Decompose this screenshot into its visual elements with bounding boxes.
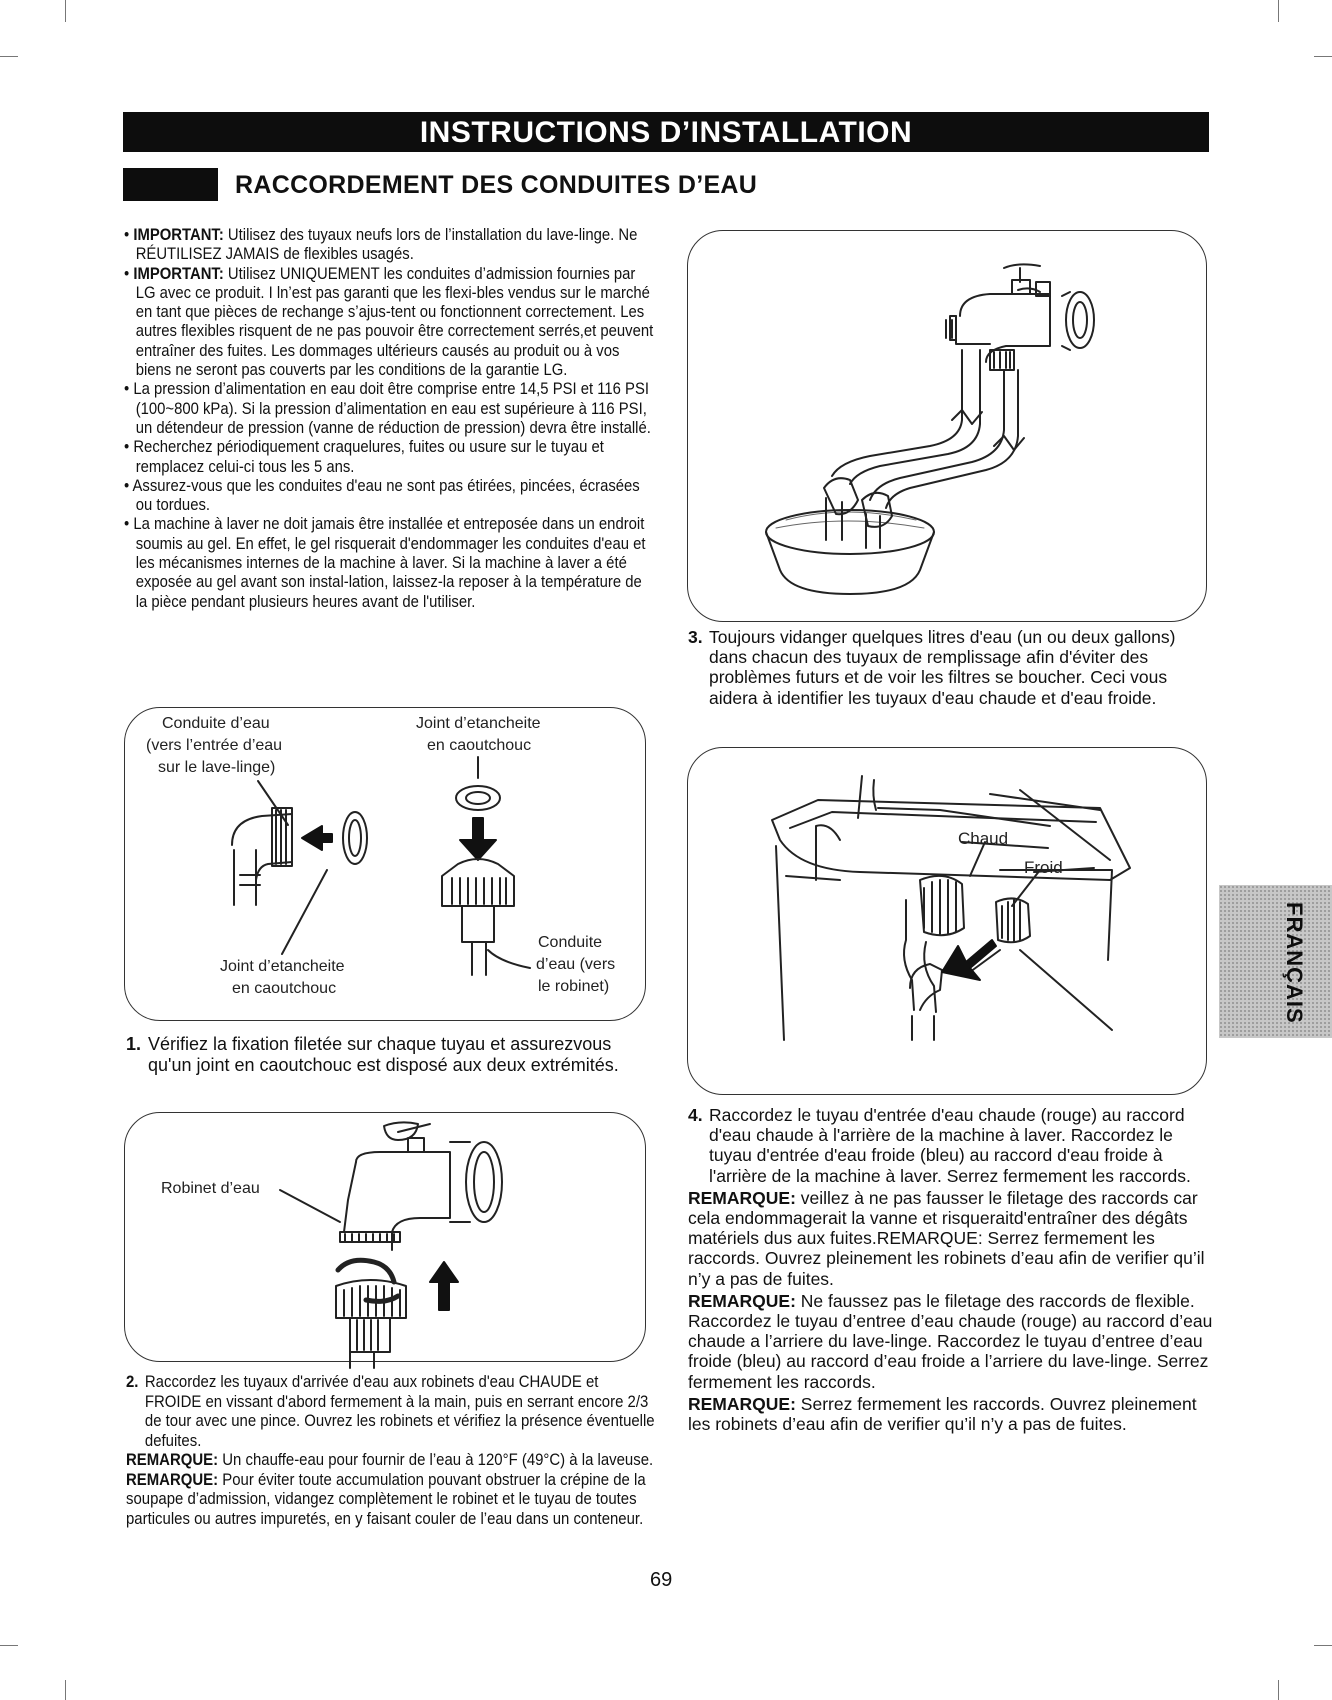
label-chaud: Chaud: [958, 829, 1009, 848]
banner-title: INSTRUCTIONS D’INSTALLATION: [123, 112, 1209, 152]
bullet-item: • La machine à laver ne doit jamais être installée et entreposée dans un endroit soumis au gel. En effet, le gel risquerait d'endommager les conduites d'eau et les mécanismes internes de la machine à laver. Si la machine à laver a été exposée au gel avant son instal-lation, laissez-la reposer à la température de la pièce pendant plusieurs heures avant de l'utiliser.: [124, 515, 646, 611]
arrow-down-icon: [460, 840, 496, 860]
bucket-icon: [766, 478, 934, 594]
arrow-up-icon: [430, 1262, 458, 1310]
hose-fitting-icon: [336, 1280, 406, 1368]
page-number: 69: [650, 1569, 673, 1591]
hot-cold-fittings-icon: [904, 876, 1030, 1040]
bullet-item: • Assurez-vous que les conduites d'eau ne sont pas étirées, pincées, écrasées ou tordues.: [124, 476, 640, 515]
step-3: 3. Toujours vidanger quelques litres d'eau (un ou deux gallons) dans chacun des tuyaux de remplissage afin d'éviter des problèmes futurs et de voir les filtres se boucher. Ceci vous aidera à identifier les tuyaux d'eau chaude et d'eau froide.: [688, 627, 1176, 708]
hose-icon: [832, 350, 1024, 508]
bullet-item: • Recherchez périodiquement craquelures, fuites ou usure sur le tuyau et remplacez celui-ci tous les 5 ans.: [124, 438, 604, 476]
section-title: RACCORDEMENT DES CONDUITES D’EAU: [235, 171, 758, 199]
label-conduite-right: Conduite: [538, 934, 603, 951]
label-joint-top: en caoutchouc: [427, 737, 532, 754]
label-joint-bottom: Joint d’etancheite: [220, 958, 345, 975]
rubber-seal-icon: [456, 786, 500, 810]
faucet-pair-icon: [946, 264, 1094, 370]
label-conduite-right: le robinet): [538, 978, 610, 995]
label-robinet: Robinet d’eau: [161, 1180, 260, 1197]
remarque: REMARQUE: Ne faussez pas le filetage des raccords de flexible. Raccordez le tuyau d’entree d’eau chaude (rouge) au raccord d’eau chaude a l’arriere du lave-linge. Raccordez le tuyau d’entree d’eau froide (bleu) au raccord d’eau froide a l’arriere du lave-linge. Serrez fermement les raccords.: [688, 1290, 1213, 1392]
label-conduite: sur le lave-linge): [158, 759, 276, 776]
remarque: REMARQUE: Pour éviter toute accumulation pouvant obstruer la crépine de la soupape d’admission, vidangez complètement le robinet et le tuyau de toutes particules ou autres impuretés, en y faisant couler de l’eau dans un conteneur.: [126, 1469, 646, 1528]
language-tab-label: FRANÇAIS: [1282, 902, 1307, 1024]
label-conduite-right: d’eau (vers: [536, 956, 616, 973]
step-1: 1. Vérifiez la fixation filetée sur chaque tuyau et assurezvous qu'un joint en caoutchouc est disposé aux deux extrémités.: [126, 1034, 619, 1075]
faucet-icon: [280, 1122, 502, 1250]
remarque: REMARQUE: Un chauffe-eau pour fournir de l’eau à 120°F (49°C) à la laveuse.: [126, 1450, 654, 1469]
label-conduite: Conduite d’eau: [162, 715, 270, 732]
washer-back-icon: [772, 776, 1130, 1040]
remarque: REMARQUE: Serrez fermement les raccords. Ouvrez pleinement les robinets d’eau afin de verifier qu’il n’y a pas de fuites.: [688, 1393, 1197, 1435]
step-4: 4. Raccordez le tuyau d'entrée d'eau chaude (rouge) au raccord d'eau chaude à l'arrière de la machine à laver. Raccordez le tuyau d'entrée d'eau froide (bleu) au raccord d'eau froide à l'arrière de la machine à laver. Serrez fermement les raccords.: [688, 1105, 1191, 1186]
label-conduite: (vers l’entrée d’eau: [146, 737, 283, 754]
remarque: REMARQUE: veillez à ne pas fausser le filetage des raccords car cela endommagerait la vanne et risqueraitd'entraîner des dégâts matériels dus aux fuites.REMARQUE: Serrez fermement les raccords. Ouvrez pleinement les robinets d’eau afin de verifier qu’il n’y a pas de fuites.: [688, 1187, 1205, 1289]
step-2: 2. Raccordez les tuyaux d'arrivée d'eau aux robinets d'eau CHAUDE et FROIDE en vissant d'abord fermement à la main, puis en serrant encore 2/3 de tour avec une pince. Ouvrez les robinets et vérifiez la présence éventuelle defuites.: [126, 1372, 655, 1450]
bullet-item: • La pression d’alimentation en eau doit être comprise entre 14,5 PSI et 116 PSI (100~800 kPa). Si la pression d’alimentation en eau est supérieure à 116 PSI, un détendeur de pression (vanne de réduction de pression) devra être installé.: [124, 380, 651, 437]
bullet-item: • IMPORTANT: Utilisez des tuyaux neufs lors de l’installation du lave-linge. Ne RÉUTILISEZ JAMAIS de flexibles usagés.: [124, 226, 638, 264]
hose-fitting-icon: [442, 859, 530, 975]
label-joint-bottom: en caoutchouc: [232, 980, 337, 997]
bullet-item: • IMPORTANT: Utilisez UNIQUEMENT les conduites d’admission fournies par LG avec ce produit. I ln’est pas garanti que les flexi-bles vendus sur le marché en tant que pièces de rechange s’ajus-tent ou fonctionnent correctement. Les autres flexibles risquent de ne pas pouvoir être correctement serrés,et peuvent entraîner des fuites. Les dommages ultérieurs causés au produit ou à vos biens ne seront pas couverts par les conditions de la garantie LG.: [124, 264, 654, 380]
label-joint-top: Joint d’etancheite: [416, 715, 541, 732]
hose-elbow-icon: [232, 781, 292, 905]
label-froid: Froid: [1024, 858, 1063, 877]
